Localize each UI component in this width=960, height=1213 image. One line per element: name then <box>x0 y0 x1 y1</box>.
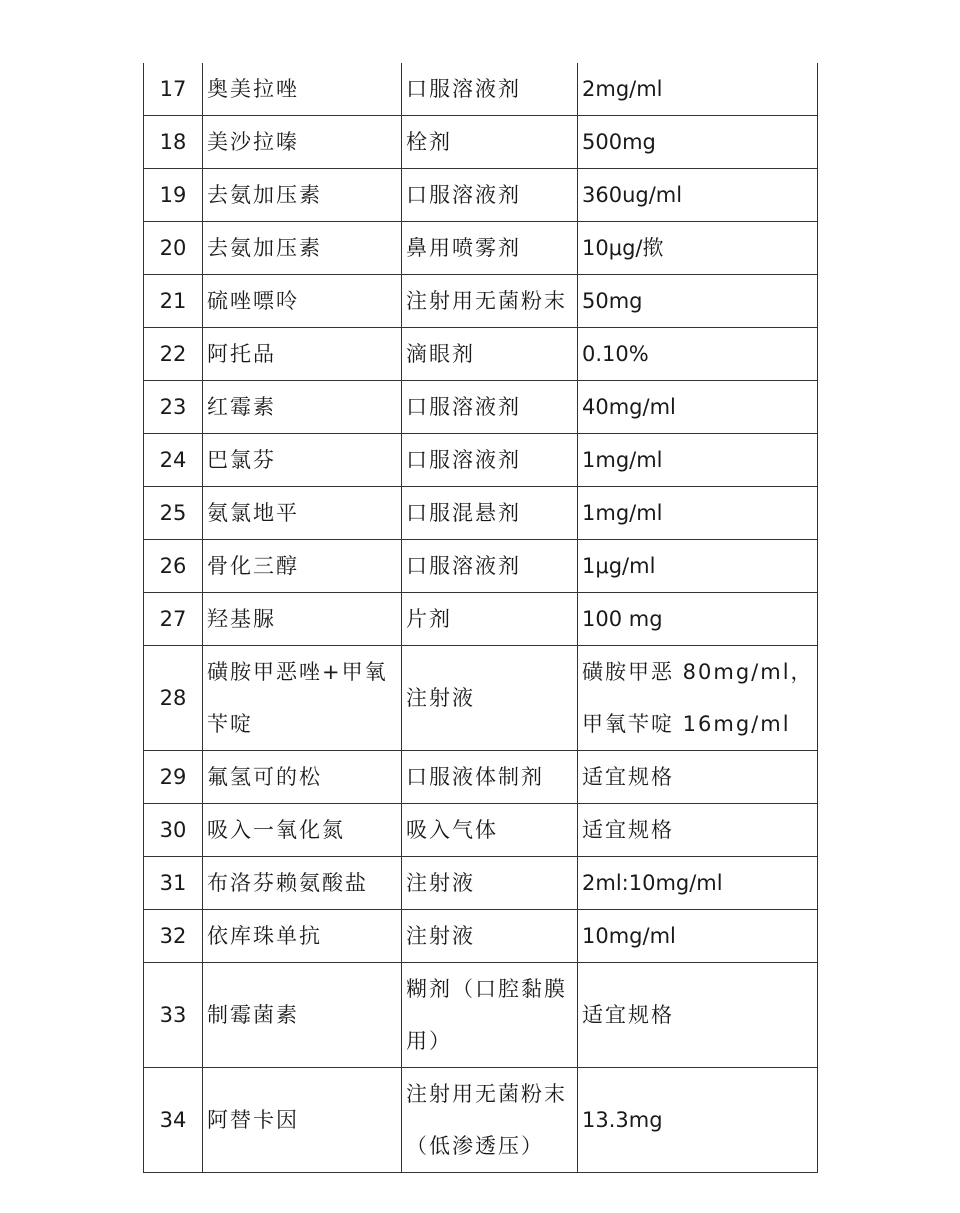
dosage-form: 口服溶液剂 <box>402 169 578 222</box>
table-row <box>144 540 818 593</box>
row-number: 28 <box>144 646 203 751</box>
drug-name: 阿替卡因 <box>203 1068 402 1173</box>
table-row <box>144 857 818 910</box>
specification: 1μg/ml <box>578 540 818 593</box>
specification: 1mg/ml <box>578 487 818 540</box>
row-number: 27 <box>144 593 203 646</box>
specification: 50mg <box>578 275 818 328</box>
drug-name: 骨化三醇 <box>203 540 402 593</box>
table-row <box>144 116 818 169</box>
specification: 2mg/ml <box>578 63 818 116</box>
dosage-form: 糊剂（口腔黏膜用） <box>402 963 578 1068</box>
dosage-form: 滴眼剂 <box>402 328 578 381</box>
table-row <box>144 275 818 328</box>
drug-name: 奥美拉唑 <box>203 63 402 116</box>
drug-name: 布洛芬赖氨酸盐 <box>203 857 402 910</box>
table-row <box>144 593 818 646</box>
specification: 0.10% <box>578 328 818 381</box>
drug-name: 美沙拉嗪 <box>203 116 402 169</box>
drug-name: 制霉菌素 <box>203 963 402 1068</box>
row-number: 33 <box>144 963 203 1068</box>
drug-list-table <box>143 63 818 1173</box>
row-number: 18 <box>144 116 203 169</box>
table-row <box>144 434 818 487</box>
dosage-form: 口服溶液剂 <box>402 434 578 487</box>
table-row <box>144 222 818 275</box>
drug-name: 去氨加压素 <box>203 169 402 222</box>
specification: 10mg/ml <box>578 910 818 963</box>
specification: 100 mg <box>578 593 818 646</box>
drug-name: 磺胺甲恶唑+甲氧苄啶 <box>203 646 402 751</box>
drug-name: 去氨加压素 <box>203 222 402 275</box>
table-row <box>144 381 818 434</box>
specification: 磺胺甲恶 80mg/ml，甲氧苄啶 16mg/ml <box>578 646 818 751</box>
row-number: 29 <box>144 751 203 804</box>
drug-name: 阿托品 <box>203 328 402 381</box>
table-row <box>144 646 818 751</box>
drug-name: 羟基脲 <box>203 593 402 646</box>
table-row <box>144 910 818 963</box>
specification: 2ml:10mg/ml <box>578 857 818 910</box>
dosage-form: 注射用无菌粉末 <box>402 275 578 328</box>
specification: 40mg/ml <box>578 381 818 434</box>
drug-name: 红霉素 <box>203 381 402 434</box>
row-number: 19 <box>144 169 203 222</box>
row-number: 34 <box>144 1068 203 1173</box>
row-number: 20 <box>144 222 203 275</box>
dosage-form: 口服溶液剂 <box>402 381 578 434</box>
table-row <box>144 963 818 1068</box>
drug-name: 氟氢可的松 <box>203 751 402 804</box>
table-row <box>144 751 818 804</box>
table-row <box>144 63 818 116</box>
row-number: 26 <box>144 540 203 593</box>
table-row <box>144 804 818 857</box>
table-row <box>144 169 818 222</box>
dosage-form: 栓剂 <box>402 116 578 169</box>
dosage-form: 口服溶液剂 <box>402 540 578 593</box>
drug-name: 吸入一氧化氮 <box>203 804 402 857</box>
row-number: 31 <box>144 857 203 910</box>
dosage-form: 口服液体制剂 <box>402 751 578 804</box>
specification: 1mg/ml <box>578 434 818 487</box>
specification: 适宜规格 <box>578 804 818 857</box>
row-number: 21 <box>144 275 203 328</box>
row-number: 22 <box>144 328 203 381</box>
table-row <box>144 487 818 540</box>
row-number: 30 <box>144 804 203 857</box>
specification: 10μg/揿 <box>578 222 818 275</box>
row-number: 25 <box>144 487 203 540</box>
dosage-form: 吸入气体 <box>402 804 578 857</box>
drug-name: 依库珠单抗 <box>203 910 402 963</box>
dosage-form: 片剂 <box>402 593 578 646</box>
specification: 360ug/ml <box>578 169 818 222</box>
row-number: 24 <box>144 434 203 487</box>
dosage-form: 注射液 <box>402 646 578 751</box>
dosage-form: 注射液 <box>402 910 578 963</box>
dosage-form: 口服混悬剂 <box>402 487 578 540</box>
specification: 适宜规格 <box>578 751 818 804</box>
row-number: 23 <box>144 381 203 434</box>
dosage-form: 注射液 <box>402 857 578 910</box>
dosage-form: 注射用无菌粉末（低渗透压） <box>402 1068 578 1173</box>
drug-name: 巴氯芬 <box>203 434 402 487</box>
specification: 500mg <box>578 116 818 169</box>
drug-list-body <box>144 63 818 1173</box>
table-row <box>144 328 818 381</box>
row-number: 17 <box>144 63 203 116</box>
table-row <box>144 1068 818 1173</box>
drug-name: 硫唑嘌呤 <box>203 275 402 328</box>
specification: 13.3mg <box>578 1068 818 1173</box>
dosage-form: 口服溶液剂 <box>402 63 578 116</box>
drug-name: 氨氯地平 <box>203 487 402 540</box>
specification: 适宜规格 <box>578 963 818 1068</box>
dosage-form: 鼻用喷雾剂 <box>402 222 578 275</box>
row-number: 32 <box>144 910 203 963</box>
